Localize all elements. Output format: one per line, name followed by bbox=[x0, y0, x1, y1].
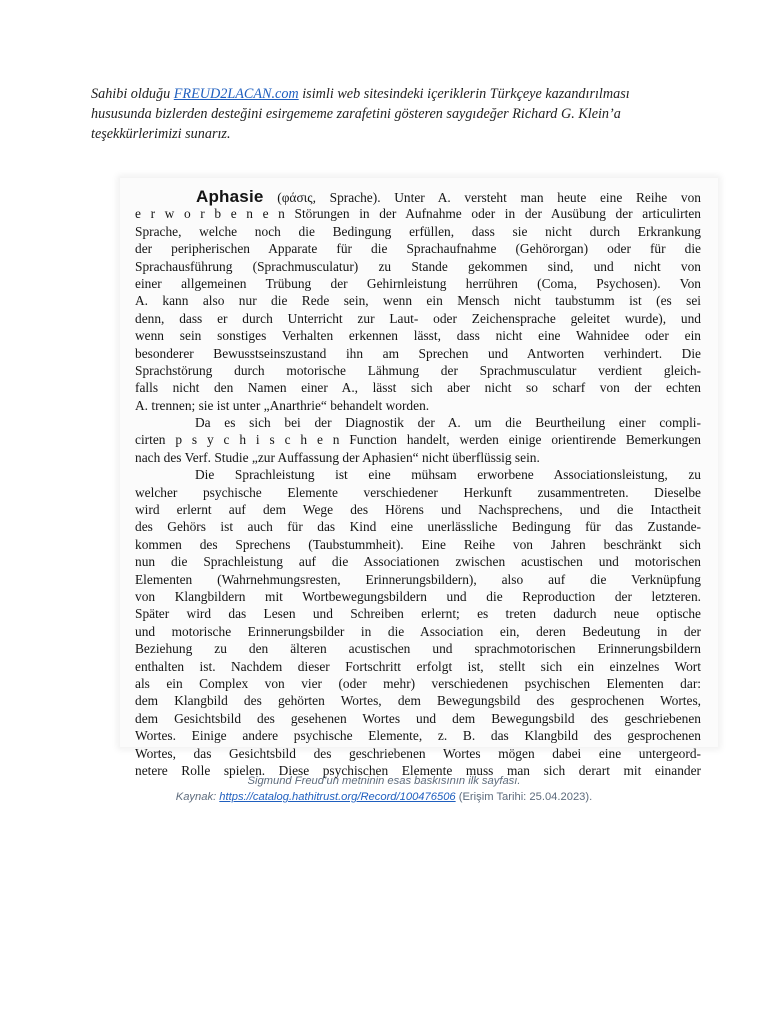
caption-source bbox=[0, 789, 768, 805]
scanned-line: der peripherischen Apparate für die Sprachaufnahme (Gehörorgan) oder für die bbox=[135, 241, 701, 257]
acknowledgement-paragraph bbox=[91, 84, 691, 144]
scanned-line: Wortes. Einige andere psychische Elemente, z. B. das Klangbild des gesprochenen bbox=[135, 728, 701, 744]
scanned-line: Wortes, das Gesichtsbild des geschriebenen Wortes mögen dabei eine untergeord- bbox=[135, 745, 701, 761]
scanned-line: cirten p s y c h i s c h e n Function handelt, werden einige orientirende Bemerkungen bbox=[135, 432, 701, 448]
scanned-line: nach des Verf. Studie „zur Auffassung der Aphasien“ nicht überflüssig sein. bbox=[135, 449, 540, 465]
scanned-line: netere Rolle spielen. Diese psychischen Elemente muss man sich derart mit einander bbox=[135, 762, 701, 778]
scanned-line: kommen des Sprechens (Taubstummheit). Eine Reihe von Jahren beschränkt sich bbox=[135, 536, 701, 552]
scanned-line: falls nicht den Namen einer A., lässt sich aber nicht so scharf von der echten bbox=[135, 380, 701, 396]
scanned-line: e r w o r b e n e n Störungen in der Aufnahme oder in der Ausübung der articulirten bbox=[135, 206, 701, 222]
scanned-line: besonderer Bewusstseinszustand ihn am Sprechen und Antworten verhindert. Die bbox=[135, 345, 701, 361]
scanned-line: und motorische Erinnerungsbilder in die Association ein, deren Bedeutung in der bbox=[135, 623, 701, 639]
scanned-line: als ein Complex von vier (oder mehr) verschiedenen psychischen Elementen dar: bbox=[135, 675, 701, 691]
scanned-line: Beziehung zu den älteren acustischen und sprachmotorischen Erinnerungsbildern bbox=[135, 641, 701, 657]
scanned-line-1 bbox=[135, 188, 701, 205]
caption-source-label: Kaynak: bbox=[175, 791, 220, 803]
entry-head-word: Aphasie bbox=[196, 187, 264, 206]
scanned-line: Sprachstörung durch motorische Lähmung der Sprachmusculatur verdient gleich- bbox=[135, 362, 701, 378]
scanned-line: Die Sprachleistung ist eine mühsam erworbene Associationsleistung, zu bbox=[195, 467, 701, 483]
entry-first-line-rest: (φάσις, Sprache). Unter A. versteht man heute eine Reihe von bbox=[263, 190, 701, 205]
scanned-line: A. trennen; sie ist unter „Anarthrie“ behandelt worden. bbox=[135, 397, 430, 413]
scanned-line: einer allgemeinen Trübung der Gehirnleistung herrühren (Coma, Psychosen). Von bbox=[135, 275, 701, 291]
scanned-line: A. kann also nur die Rede sein, wenn ein Mensch nicht taubstumm ist (es sei bbox=[135, 293, 701, 309]
acknowledgement-line-3: teşekkürlerimizi sunarız. bbox=[91, 126, 231, 142]
scanned-line: Sprache, welche noch die Bedingung erfüllen, dass sie nicht durch Erkrankung bbox=[135, 223, 701, 239]
hathitrust-link[interactable]: https://catalog.hathitrust.org/Record/100476506 bbox=[219, 791, 456, 803]
scanned-line: denn, dass er durch Unterricht zur Laut- oder Zeichensprache geleitet wurde), und bbox=[135, 310, 701, 326]
scanned-text-block bbox=[135, 188, 701, 779]
caption-access-date: (Erişim Tarihi: 25.04.2023). bbox=[455, 791, 593, 803]
scanned-page-image bbox=[120, 178, 718, 778]
scanned-line: des Gehörs ist auch für das Kind eine unerlässliche Bedingung für das Zustande- bbox=[135, 519, 701, 535]
acknowledgement-line-2: hususunda bizlerden desteğini esirgememe zarafetini gösteren saygıdeğer Richard G. Klein’a bbox=[91, 106, 621, 122]
freud2lacan-link[interactable]: FREUD2LACAN.com bbox=[173, 86, 299, 102]
scanned-line: von Klangbildern mit Wortbewegungsbildern und die Reproduction der letzteren. bbox=[135, 588, 701, 604]
scanned-line: dem Klangbild des gehörten Wortes, dem Bewegungsbild des gesprochenen Wortes, bbox=[135, 693, 701, 709]
scanned-line: enthalten ist. Nachdem dieser Fortschritt erfolgt ist, stellt sich ein einzelnes Wort bbox=[135, 658, 701, 674]
acknowledgement-text-after-link: isimli web sitesindeki içeriklerin Türkçeye kazandırılması bbox=[298, 86, 630, 102]
caption-title: Sigmund Freud’un metninin esas baskısının ilk sayfası. bbox=[247, 775, 521, 787]
acknowledgement-text-before-link: Sahibi olduğu bbox=[91, 86, 174, 102]
scanned-line: welcher psychische Elemente verschiedener Herkunft zusammentreten. Dieselbe bbox=[135, 484, 701, 500]
scanned-line: Elementen (Wahrnehmungsresten, Erinnerungsbildern), also auf die Verknüpfung bbox=[135, 571, 701, 587]
scanned-line: wird erlernt auf dem Wege des Hörens und Nachsprechens, und die Intactheit bbox=[135, 502, 701, 518]
acknowledgement-line-1 bbox=[91, 84, 691, 104]
scanned-line: Sprachausführung (Sprachmusculatur) zu Stande gekommen sind, und nicht von bbox=[135, 258, 701, 274]
scanned-line: nun die Sprachleistung auf die Associationen zwischen acustischen und motorischen bbox=[135, 554, 701, 570]
scanned-line: wenn sein sonstiges Verhalten erkennen lässt, dass nicht eine Wahnidee oder ein bbox=[135, 328, 701, 344]
scanned-line: dem Gesichtsbild des gesehenen Wortes und dem Bewegungsbild des geschriebenen bbox=[135, 710, 701, 726]
figure-caption bbox=[0, 773, 768, 805]
scanned-line: Später wird das Lesen und Schreiben erlernt; es treten dadurch neue optische bbox=[135, 606, 701, 622]
scanned-line: Da es sich bei der Diagnostik der A. um die Beurtheilung einer compli- bbox=[195, 415, 701, 431]
